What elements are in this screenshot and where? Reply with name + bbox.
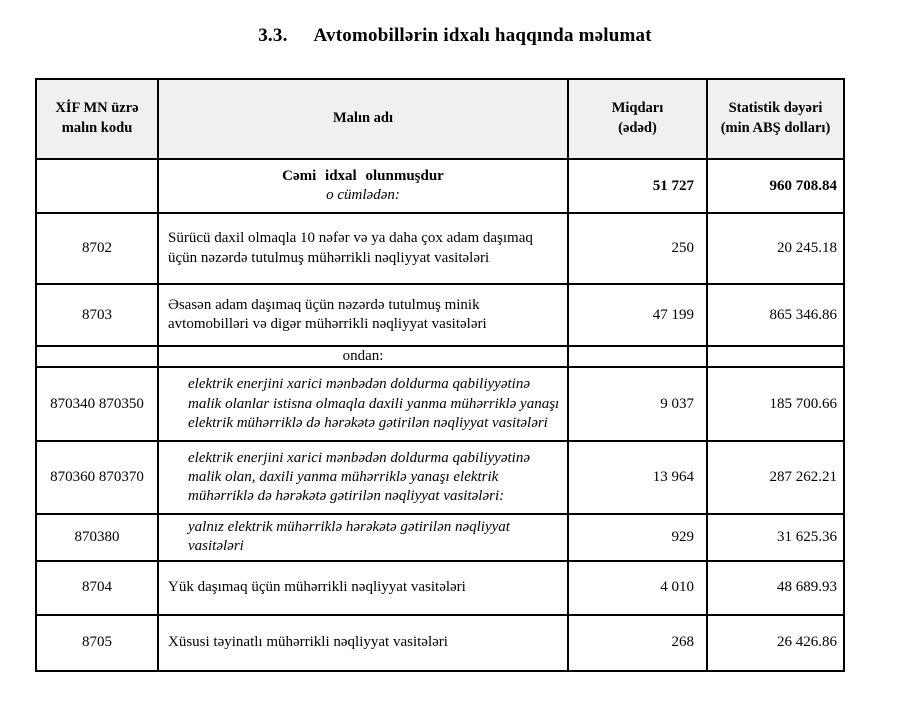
cell-qty: 47 199 [568,284,707,346]
header-value: Statistik dəyəri (min ABŞ dolları) [707,79,844,159]
cell-name: Sürücü daxil olmaqla 10 nəfər və ya daha çox adam daşımaq üçün nəzərdə tutulmuş mühərrikli nəqliyyat vasitələri [158,213,568,284]
cell-value: 20 245.18 [707,213,844,284]
cell-code: 8703 [36,284,158,346]
cell-qty: 250 [568,213,707,284]
cell-name: elektrik enerjini xarici mənbədən doldurma qabiliyyətinə malik olanlar istisna olmaqla daxili yanma mühərriklə yanaşı elektrik mühərriklə də hərəkətə gətirilən nəqliyyat vasitələri [158,367,568,441]
cell-qty: 9 037 [568,367,707,441]
header-row [36,79,844,159]
cell-name: ondan: [158,346,568,367]
total-sublabel: o cümlədən: [326,187,400,203]
cell-value [707,346,844,367]
cell-value: 960 708.84 [707,159,844,213]
cell-value: 48 689.93 [707,561,844,615]
table-row [36,561,844,615]
cell-value: 26 426.86 [707,615,844,671]
cell-name: yalnız elektrik mühərriklə hərəkətə gətirilən nəqliyyat vasitələri [158,514,568,560]
cell-qty: 4 010 [568,561,707,615]
imports-table [35,78,845,672]
cell-qty: 51 727 [568,159,707,213]
cell-code: 8705 [36,615,158,671]
cell-qty [568,346,707,367]
cell-qty: 268 [568,615,707,671]
cell-name: Əsasən adam daşımaq üçün nəzərdə tutulmuş minik avtomobilləri və digər mühərrikli nəqliyyat vasitələri [158,284,568,346]
cell-name: elektrik enerjini xarici mənbədən doldurma qabiliyyətinə malik olan, daxili yanma mühərriklə yanaşı elektrik mühərriklə də hərəkətə gətirilən nəqliyyat vasitələri: [158,441,568,514]
table-header [36,79,844,159]
cell-code: 870380 [36,514,158,560]
section-number: 3.3. [258,25,288,46]
table-row [36,441,844,514]
table-row [36,514,844,560]
header-code: XİF MN üzrə malın kodu [36,79,158,159]
section-title-text: Avtomobillərin idxalı haqqında məlumat [313,25,652,46]
cell-code: 870340 870350 [36,367,158,441]
cell-code: 8702 [36,213,158,284]
header-qty: Miqdarı (ədəd) [568,79,707,159]
table-row [36,615,844,671]
cell-value: 865 346.86 [707,284,844,346]
cell-code: 870360 870370 [36,441,158,514]
table-row [36,367,844,441]
cell-name: Yük daşımaq üçün mühərrikli nəqliyyat vasitələri [158,561,568,615]
cell-qty: 13 964 [568,441,707,514]
table-row [36,284,844,346]
cell-value: 31 625.36 [707,514,844,560]
total-label: Cəmi idxal olunmuşdur [282,167,444,184]
cell-name: Xüsusi təyinatlı mühərrikli nəqliyyat vasitələri [158,615,568,671]
cell-name [158,159,568,213]
cell-value: 185 700.66 [707,367,844,441]
cell-code [36,159,158,213]
page-title [0,25,910,47]
cell-code: 8704 [36,561,158,615]
cell-value: 287 262.21 [707,441,844,514]
cell-qty: 929 [568,514,707,560]
cell-code [36,346,158,367]
header-name: Malın adı [158,79,568,159]
table-row-total [36,159,844,213]
table-row [36,213,844,284]
table-row-ondan [36,346,844,367]
